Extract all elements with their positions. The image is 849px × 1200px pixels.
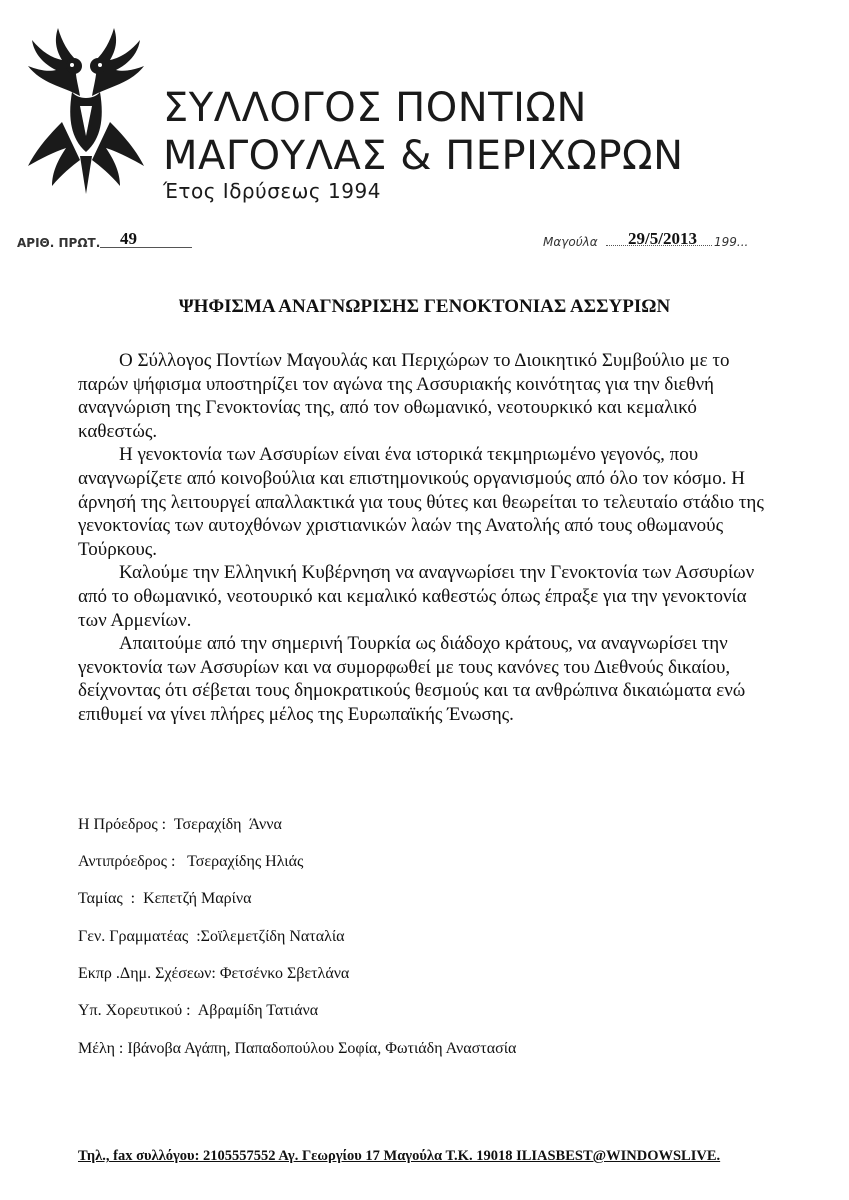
resolution-body <box>78 349 778 727</box>
protocol-label: ΑΡΙΘ. ΠΡΩΤ. <box>17 236 101 250</box>
paragraph: Απαιτούμε από την σημερινή Τουρκία ως διάδοχο κράτους, να αναγνωρίσει την γενοκτονία των Ασσυρίων και να συμορφωθεί με τους κανόνες του Διεθνούς δικαίου, δείχνοντας ότι σέβεται τους δημοκρατικούς θεσμούς και τα ανθρώπινα δικαιώματα ενώ επιθυμεί να γίνει πλήρες μέλος της Ευρωπαϊκής Ένωσης. <box>78 633 746 725</box>
paragraph: Καλούμε την Ελληνική Κυβέρνηση να αναγνωρίσει την Γενοκτονία των Ασσυρίων από το οθωμανικό, νεοτουρικό και κεμαλικό καθεστώς όπως έπραξε για την γενοκτονία των Αρμενίων. <box>78 562 755 631</box>
board-members: Μέλη : Ιβάνοβα Αγάπη, Παπαδοπούλου Σοφία, Φωτιάδη Αναστασία <box>78 1040 517 1057</box>
protocol-number: 49 <box>120 229 137 248</box>
paragraph: Ο Σύλλογος Ποντίων Μαγουλάς και Περιχώρων το Διοικητικό Συμβούλιο με το παρών ψήφισμα υποστηρίζει τον αγώνα της Ασσυριακής κοινότητας για την διεθνή αναγνώριση της Γενοκτονίας της, από τον οθωμανικό, νεοτουρκικό και κεμαλικό καθεστώς. <box>78 350 730 442</box>
place-label: Μαγούλα <box>543 235 598 249</box>
year-suffix: 199... <box>714 235 749 249</box>
document-title: ΨΗΦΙΣΜΑ ΑΝΑΓΝΩΡΙΣΗΣ ΓΕΝΟΚΤΟΝΙΑΣ ΑΣΣΥΡΙΩΝ <box>178 296 671 317</box>
board-president: Η Πρόεδρος : Τσεραχίδη Άννα <box>78 816 282 833</box>
contact-footer: Τηλ., fax συλλόγου: 2105557552 Αγ. Γεωργίου 17 Μαγούλα Τ.Κ. 19018 ILIASBEST@WINDOWSLIVE. <box>78 1148 721 1164</box>
protocol-underline <box>100 247 192 248</box>
board-treasurer: Ταμίας : Κεπετζή Μαρίνα <box>78 890 252 907</box>
founded-year: Έτος Ιδρύσεως 1994 <box>163 179 381 203</box>
paragraph: Η γενοκτονία των Ασσυρίων είναι ένα ιστορικά τεκμηριωμένο γεγονός, που αναγνωρίζετε από κοινοβούλια και επιστημονικούς οργανισμούς από όλο τον κόσμο. Η άρνησή της λειτουργεί απαλλακτικά για τους θύτες και θεωρείται το τελευταίο στάδιο της γενοκτονίας των αυτοχθόνων χριστιανικών λαών της Ανατολής από τους οθωμανούς Τούρκους. <box>78 444 764 560</box>
board-secretary: Γεν. Γραμματέας :Σοϊλεμετζίδη Ναταλία <box>78 928 345 945</box>
board-dance-section: Υπ. Χορευτικού : Αβραμίδη Τατιάνα <box>78 1002 319 1019</box>
board-vice-president: Αντιπρόεδρος : Τσεραχίδης Ηλιάς <box>78 853 304 870</box>
double-headed-eagle-icon <box>22 26 150 196</box>
document-date: 29/5/2013 <box>628 229 697 248</box>
board-public-relations: Εκπρ .Δημ. Σχέσεων: Φετσένκο Σβετλάνα <box>78 965 350 982</box>
org-name-line2: ΜΑΓΟΥΛΑΣ & ΠΕΡΙΧΩΡΩΝ <box>163 133 684 179</box>
org-name-line1: ΣΥΛΛΟΓΟΣ ΠΟΝΤΙΩΝ <box>163 85 587 131</box>
